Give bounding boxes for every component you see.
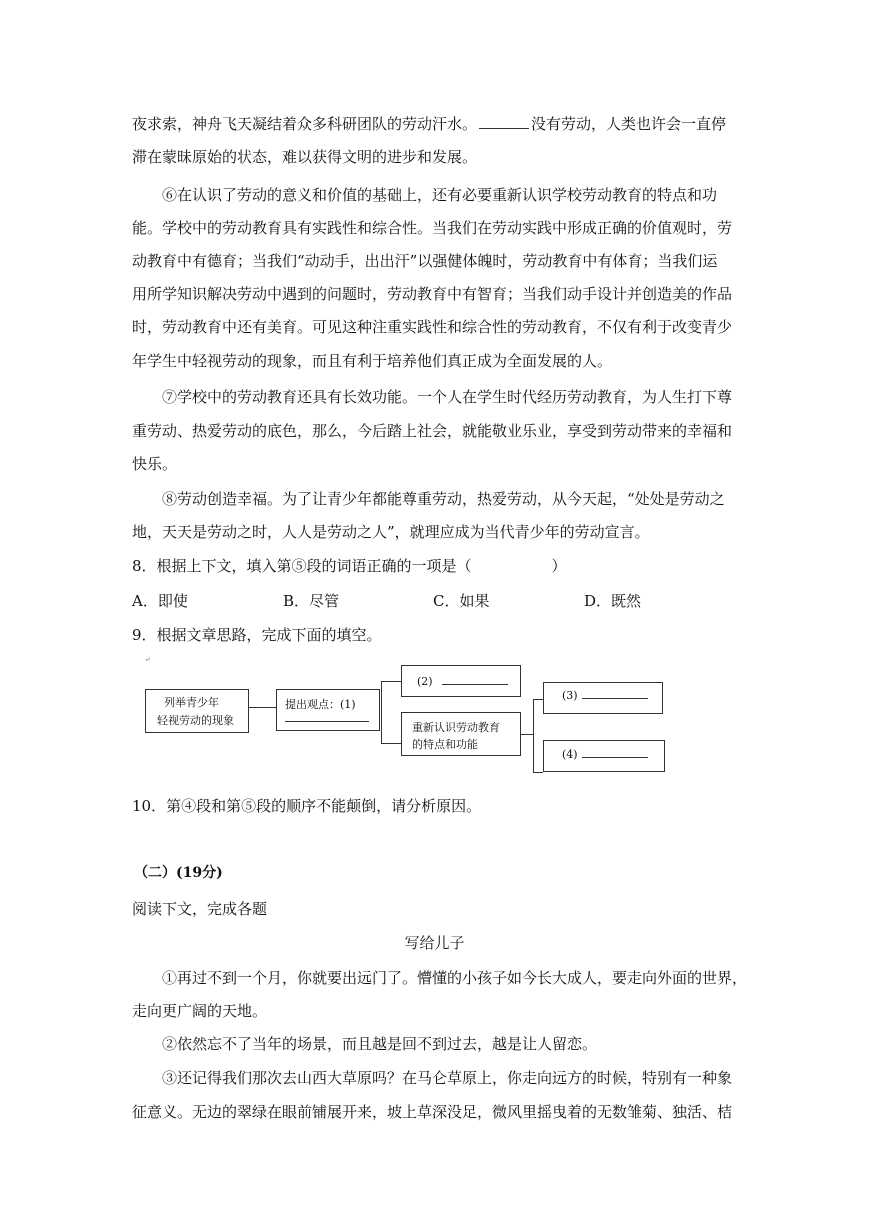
paragraph-6-line-3: 动教育中有德育；当我们“动动手，出出汗”以强健体魄时，劳动教育中有体育；当我们运 xyxy=(132,252,718,270)
diagram-bracket xyxy=(381,681,382,743)
diagram-connector xyxy=(521,734,533,735)
article-paragraph-1-line-2: 走向更广阔的天地。 xyxy=(132,1002,268,1020)
article-paragraph-2-line-1: ②依然忘不了当年的场景，而且越是回不到过去，越是让人留恋。 xyxy=(162,1035,598,1053)
paragraph-mark: ↵ xyxy=(144,655,151,664)
diagram-connector xyxy=(381,681,401,682)
paragraph-text: 没有劳动，人类也许会一直停 xyxy=(531,115,727,133)
question-text: ） xyxy=(551,557,567,575)
diagram-box-text: 的特点和功能 xyxy=(412,738,478,751)
paragraph-7-line-2: 重劳动、热爱劳动的底色，那么，今后踏上社会，就能敬业乐业，享受到劳动带来的幸福和 xyxy=(132,422,733,440)
diagram-box-text: (2) xyxy=(417,675,433,688)
fill-blank xyxy=(479,116,529,129)
diagram-bracket xyxy=(533,699,534,773)
diagram-connector xyxy=(533,699,543,700)
question-8-stem xyxy=(132,555,567,576)
paragraph-5-line-1 xyxy=(132,113,726,134)
diagram-box-text: 列举青少年 xyxy=(164,696,219,709)
paragraph-8-line-1: ⑧劳动创造幸福。为了让青少年都能尊重劳动，热爱劳动，从今天起，“处处是劳动之 xyxy=(162,490,725,508)
diagram-box-text: (3) xyxy=(562,689,578,702)
paragraph-5-line-2: 滞在蒙昧原始的状态，难以获得文明的进步和发展。 xyxy=(132,148,478,166)
diagram-box-3 xyxy=(543,682,663,714)
paragraph-6-line-2: 能。学校中的劳动教育具有实践性和综合性。当我们在劳动实践中形成正确的价值观时，劳 xyxy=(132,219,733,237)
paragraph-6-line-6: 年学生中轻视劳动的现象，而且有利于培养他们真正成为全面发展的人。 xyxy=(132,352,613,370)
paragraph-text: 夜求索，神舟飞天凝结着众多科研团队的劳动汗水。 xyxy=(132,115,478,133)
article-paragraph-3-line-2: 征意义。无边的翠绿在眼前铺展开来，坡上草深没足，微风里摇曳着的无数雏菊、独活、桔 xyxy=(132,1103,733,1121)
diagram-connector xyxy=(249,707,276,708)
diagram-connector xyxy=(533,772,543,773)
article-paragraph-3-line-1: ③还记得我们那次去山西大草原吗？在马仑草原上，你走向远方的时候，特别有一种象 xyxy=(162,1069,733,1087)
article-paragraph-1-line-1: ①再过不到一个月，你就要出远门了。懵懂的小孩子如今长大成人，要走向外面的世界， xyxy=(162,969,748,987)
diagram-connector xyxy=(381,743,401,744)
diagram-box-4 xyxy=(543,740,665,772)
diagram-box-viewpoint xyxy=(276,689,380,731)
diagram-box-2 xyxy=(401,665,521,697)
paragraph-6-line-5: 时，劳动教育中还有美育。可见这种注重实践性和综合性的劳动教育，不仅有利于改变青少 xyxy=(132,318,733,336)
diagram-box-text: 提出观点：(1) xyxy=(285,698,356,711)
paragraph-7-line-1: ⑦学校中的劳动教育还具有长效功能。一个人在学生时代经历劳动教育，为人生打下尊 xyxy=(162,388,733,406)
diagram-box-features xyxy=(401,712,521,756)
diagram-box-text: 重新认识劳动教育 xyxy=(412,721,500,734)
section-instruction: 阅读下文，完成各题 xyxy=(132,900,268,918)
diagram-box-text: 轻视劳动的现象 xyxy=(157,714,234,727)
paragraph-7-line-3: 快乐。 xyxy=(132,455,178,473)
paragraph-6-line-4: 用所学知识解决劳动中遇到的问题时，劳动教育中有智育；当我们动手设计并创造美的作品 xyxy=(132,285,733,303)
answer-line-1 xyxy=(285,721,369,722)
option-d: D．既然 xyxy=(584,592,642,610)
paragraph-6-line-1: ⑥在认识了劳动的意义和价值的基础上，还有必要重新认识学校劳动教育的特点和功 xyxy=(162,186,718,204)
diagram-box-examples xyxy=(145,689,249,733)
paragraph-8-line-2: 地，天天是劳动之时，人人是劳动之人”，就理应成为当代青少年的劳动宣言。 xyxy=(132,523,650,541)
option-b: B．尽管 xyxy=(283,592,340,610)
diagram-box-text: (4) xyxy=(562,748,578,761)
question-9-stem: 9．根据文章思路，完成下面的填空。 xyxy=(132,626,382,644)
article-title: 写给儿子 xyxy=(404,934,465,952)
question-10-stem: 10．第④段和第⑤段的顺序不能颠倒，请分析原因。 xyxy=(132,797,482,815)
question-text: 8．根据上下文，填入第⑤段的词语正确的一项是（ xyxy=(132,557,472,575)
option-a: A．即使 xyxy=(132,592,188,610)
answer-line-4 xyxy=(582,757,648,758)
option-c: C．如果 xyxy=(433,592,490,610)
answer-line-2 xyxy=(442,684,508,685)
section-heading: （二）(19分) xyxy=(134,865,223,881)
answer-line-3 xyxy=(582,698,648,699)
